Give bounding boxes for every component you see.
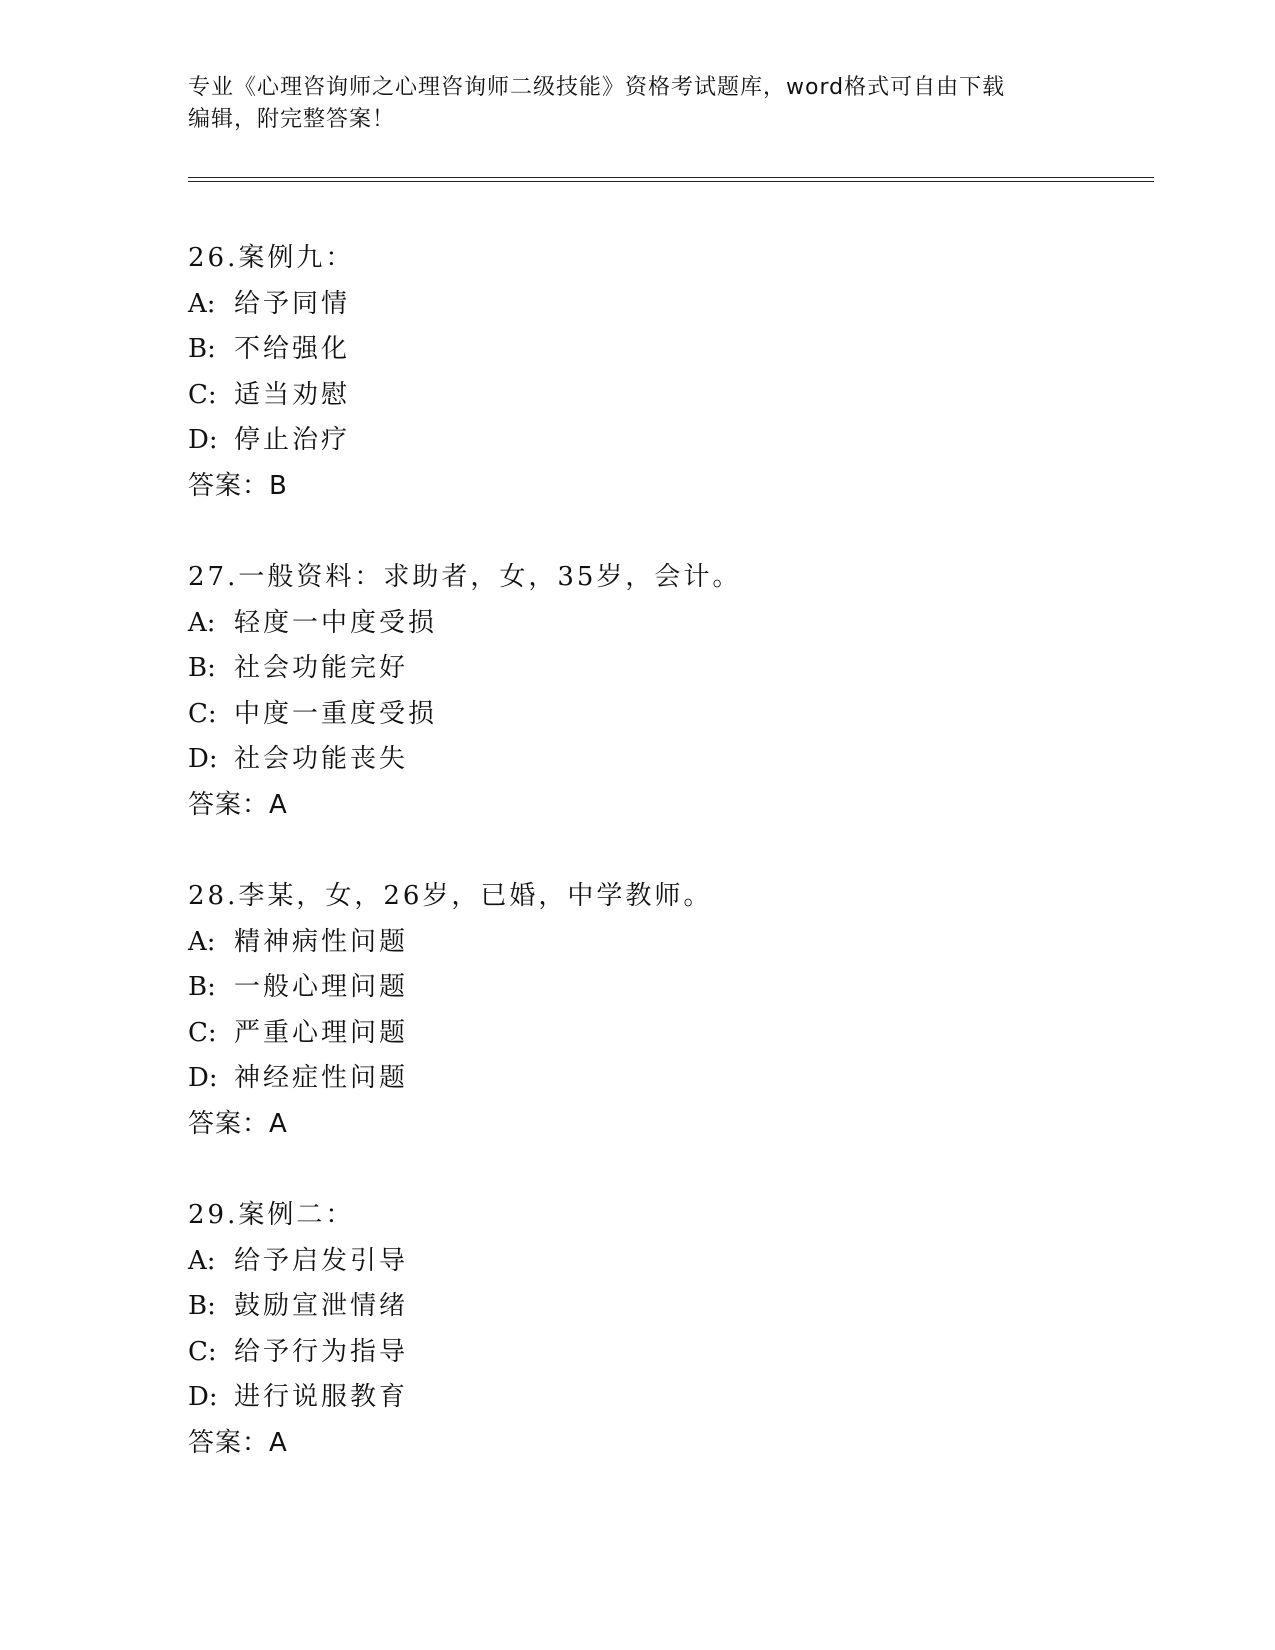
option-a <box>188 601 1148 647</box>
option-letter: C: <box>188 698 217 729</box>
question-stem: 26.案例九： <box>188 243 355 273</box>
question-list <box>188 236 1148 1512</box>
option-d <box>188 1375 1148 1421</box>
option-text: 给予启发引导 <box>234 1245 409 1276</box>
option-letter: B: <box>188 653 216 683</box>
question-27 <box>188 555 1148 874</box>
question-stem: 27.一般资料：求助者，女，35岁，会计。 <box>188 562 742 592</box>
option-a <box>188 920 1148 966</box>
option-text: 停止治疗 <box>234 425 351 455</box>
option-text: 轻度一中度受损 <box>234 607 438 638</box>
header-line-1: 专业《心理咨询师之心理咨询师二级技能》资格考试题库，word格式可自由下载 <box>188 75 1006 100</box>
option-c <box>188 1330 1148 1376</box>
option-b <box>188 646 1148 692</box>
option-letter: C: <box>188 1336 217 1367</box>
option-text: 进行说服教育 <box>234 1382 409 1412</box>
header-divider <box>188 177 1154 182</box>
option-text: 社会功能丧失 <box>234 744 409 774</box>
question-stem: 29.案例二： <box>188 1200 355 1230</box>
option-d <box>188 418 1148 464</box>
option-letter: D: <box>188 425 218 455</box>
option-letter: A: <box>188 1245 216 1276</box>
question-26 <box>188 236 1148 555</box>
option-text: 中度一重度受损 <box>234 698 438 729</box>
option-b <box>188 965 1148 1011</box>
option-text: 不给强化 <box>234 334 351 364</box>
option-c <box>188 692 1148 738</box>
option-text: 社会功能完好 <box>234 653 409 683</box>
option-d <box>188 1056 1148 1102</box>
option-text: 给予同情 <box>234 288 351 319</box>
option-d <box>188 737 1148 783</box>
answer-line: 答案：A <box>188 1108 288 1139</box>
answer-line: 答案：A <box>188 789 288 820</box>
option-letter: C: <box>188 1017 217 1048</box>
option-letter: D: <box>188 1382 218 1412</box>
option-letter: B: <box>188 972 216 1002</box>
option-c <box>188 373 1148 419</box>
option-text: 适当劝慰 <box>234 379 351 410</box>
option-text: 精神病性问题 <box>234 926 409 957</box>
option-b <box>188 1284 1148 1330</box>
option-c <box>188 1011 1148 1057</box>
option-a <box>188 1239 1148 1285</box>
option-a <box>188 282 1148 328</box>
option-text: 严重心理问题 <box>234 1017 409 1048</box>
option-letter: D: <box>188 1063 218 1093</box>
option-text: 一般心理问题 <box>234 972 409 1002</box>
question-29 <box>188 1193 1148 1512</box>
option-b <box>188 327 1148 373</box>
option-text: 鼓励宣泄情绪 <box>234 1291 409 1321</box>
option-letter: C: <box>188 379 217 410</box>
header-line-2: 编辑，附完整答案！ <box>188 107 396 132</box>
answer-line: 答案：A <box>188 1427 288 1458</box>
option-letter: B: <box>188 1291 216 1321</box>
option-letter: B: <box>188 334 216 364</box>
option-text: 神经症性问题 <box>234 1063 409 1093</box>
option-letter: A: <box>188 926 216 957</box>
option-text: 给予行为指导 <box>234 1336 409 1367</box>
option-letter: A: <box>188 607 216 638</box>
option-letter: A: <box>188 288 216 319</box>
question-28 <box>188 874 1148 1193</box>
answer-line: 答案：B <box>188 470 288 501</box>
question-stem: 28.李某，女，26岁，已婚，中学教师。 <box>188 881 713 911</box>
option-letter: D: <box>188 744 218 774</box>
document-header <box>188 72 1068 136</box>
